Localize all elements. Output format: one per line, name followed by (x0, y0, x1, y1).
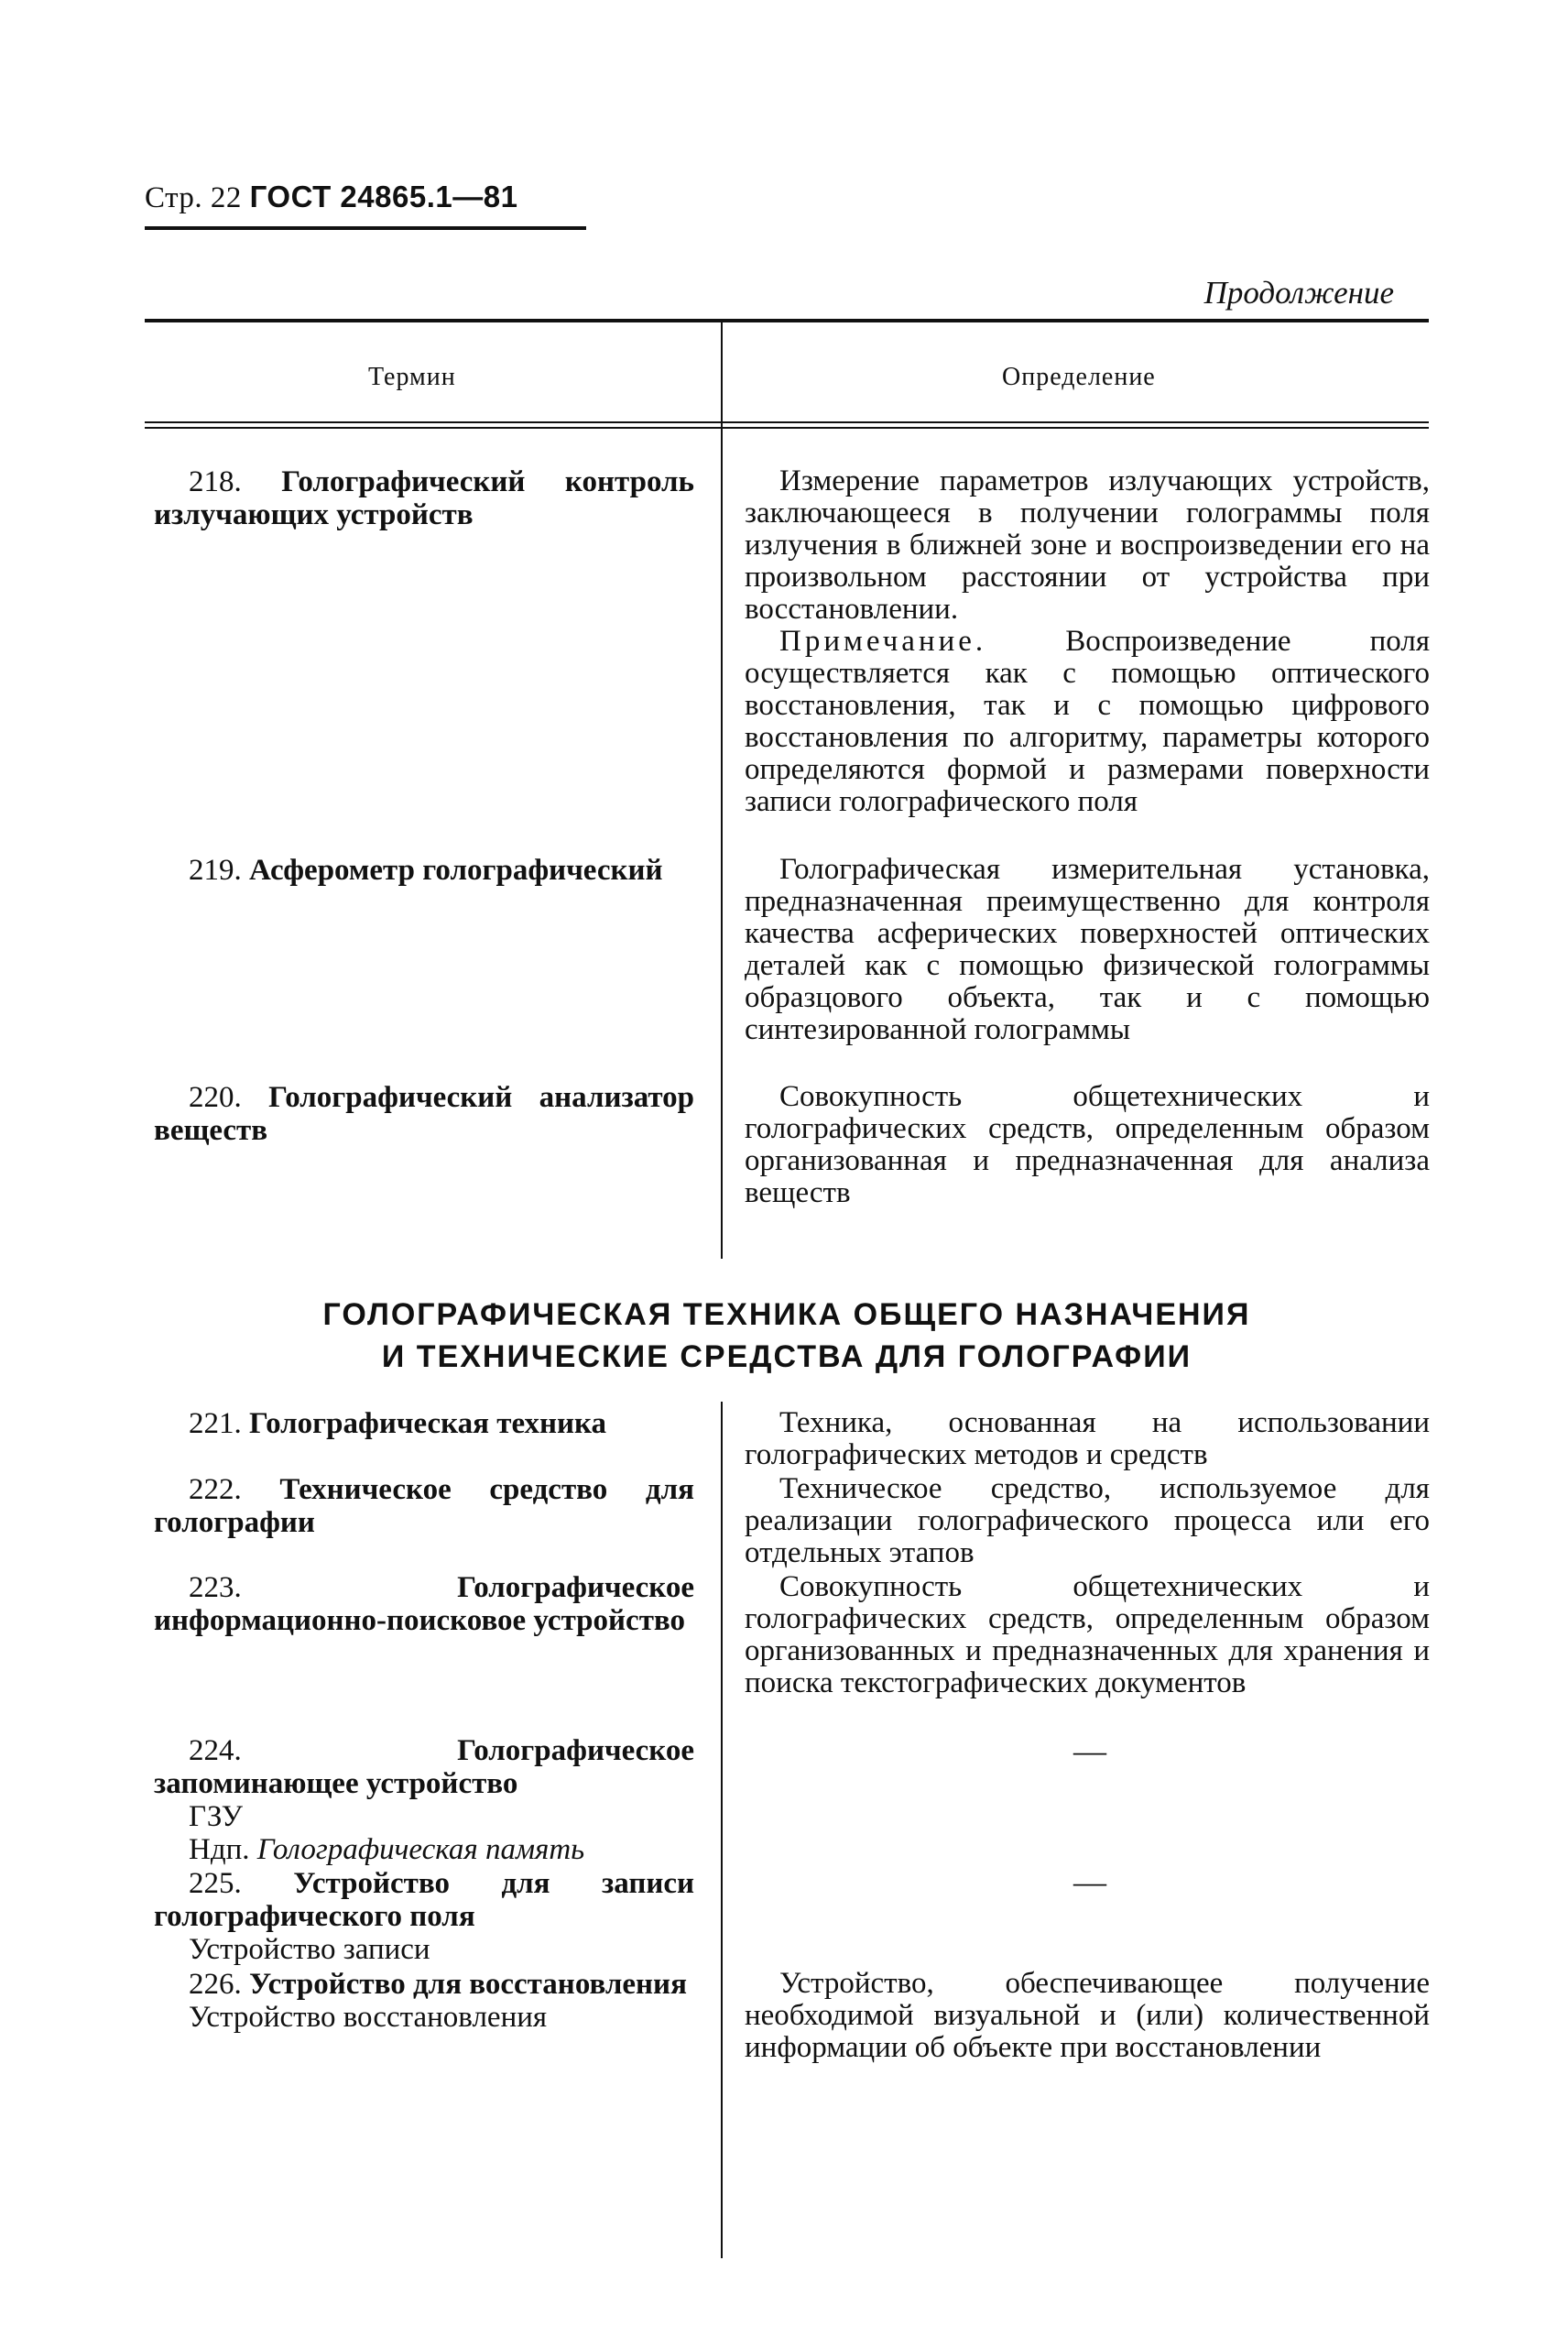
short-226: Устройство восстановления (189, 2001, 548, 2034)
page-label: Стр. 22 (145, 181, 242, 214)
definition-222: Техническое средство, используемое для реализации голографического процесса или его отдельных этапов (745, 1472, 1430, 1569)
column-divider-bottom (721, 1402, 723, 2258)
term-226: 226. Устройство для восстановления Устройство восстановления (189, 1968, 687, 2034)
term-218: 218. Голографический контроль излучающих устройств (154, 465, 695, 531)
definition-220: Совокупность общетехнических и голографических средств, определенным образом организованная и предназначенная для анализа веществ (745, 1080, 1430, 1209)
definition-221: Техника, основанная на использовании голографических методов и средств (745, 1406, 1430, 1471)
column-divider-top (721, 319, 723, 1259)
definition-224-dash: — (1073, 1732, 1106, 1769)
abbr-224: ГЗУ (189, 1800, 243, 1833)
term-225: 225. Устройство для записи голографического поля Устройство записи (154, 1867, 695, 1966)
column-header-definition: Определение (1002, 363, 1156, 391)
definition-223: Совокупность общетехнических и голографических средств, определенным образом организованных и предназначенных для хранения и поиска текстографических документов (745, 1570, 1430, 1699)
ndp-term-224: Голографическая память (256, 1833, 585, 1866)
short-225: Устройство записи (189, 1933, 430, 1966)
column-header-term: Термин (368, 363, 456, 391)
term-224: 224. Голографическое запоминающее устройство ГЗУ Ндп. Голографическая память (154, 1734, 694, 1866)
continued-label: Продолжение (1203, 275, 1394, 311)
section-title: ГОЛОГРАФИЧЕСКАЯ ТЕХНИКА ОБЩЕГО НАЗНАЧЕНИЯ И ТЕХНИЧЕСКИЕ СРЕДСТВА ДЛЯ ГОЛОГРАФИИ (322, 1297, 1251, 1374)
term-223: 223. Голографическое информационно-поисковое устройство (154, 1571, 694, 1637)
page-header (145, 180, 517, 215)
definition-218: Измерение параметров излучающих устройств, заключающееся в получении голограммы поля излучения в ближней зоне и воспроизведении его на произвольном расстоянии от устройства при восстановлении. Примечание. Воспроизведение поля осуществляется как с помощью оптического восстановления, так и с помощью цифрового восстановления по алгоритму, параметры которого определяются формой и размерами поверхности записи голографического поля (745, 464, 1431, 818)
definition-225-dash: — (1073, 1863, 1106, 1900)
term-222: 222. Техническое средство для голографии (154, 1473, 694, 1539)
note-218: Примечание. Воспроизведение поля осуществляется как с помощью оптического восстановления, так и с помощью цифрового восстановления по алгоритму, параметры которого определяются формой и размерами поверхности записи голографического поля (745, 625, 1431, 818)
standard-number: ГОСТ 24865.1—81 (249, 180, 518, 213)
definition-219: Голографическая измерительная установка, предназначенная преимущественно для контроля качества асферических поверхностей оптических деталей как с помощью физической голограммы образцового объекта, так и с помощью синтезированной голограммы (745, 853, 1430, 1046)
table-top-rule (145, 319, 1429, 322)
header-double-rule-bottom (145, 427, 1429, 429)
header-rule (145, 226, 586, 230)
definition-226: Устройство, обеспечивающее получение необходимой визуальной и (или) количественной информации об объекте при восстановлении (745, 1967, 1430, 2064)
header-double-rule-top (145, 421, 1429, 423)
term-219: 219. Асферометр голографический (189, 854, 663, 887)
term-221: 221. Голографическая техника (189, 1407, 607, 1440)
term-220: 220. Голографический анализатор веществ (154, 1081, 695, 1147)
